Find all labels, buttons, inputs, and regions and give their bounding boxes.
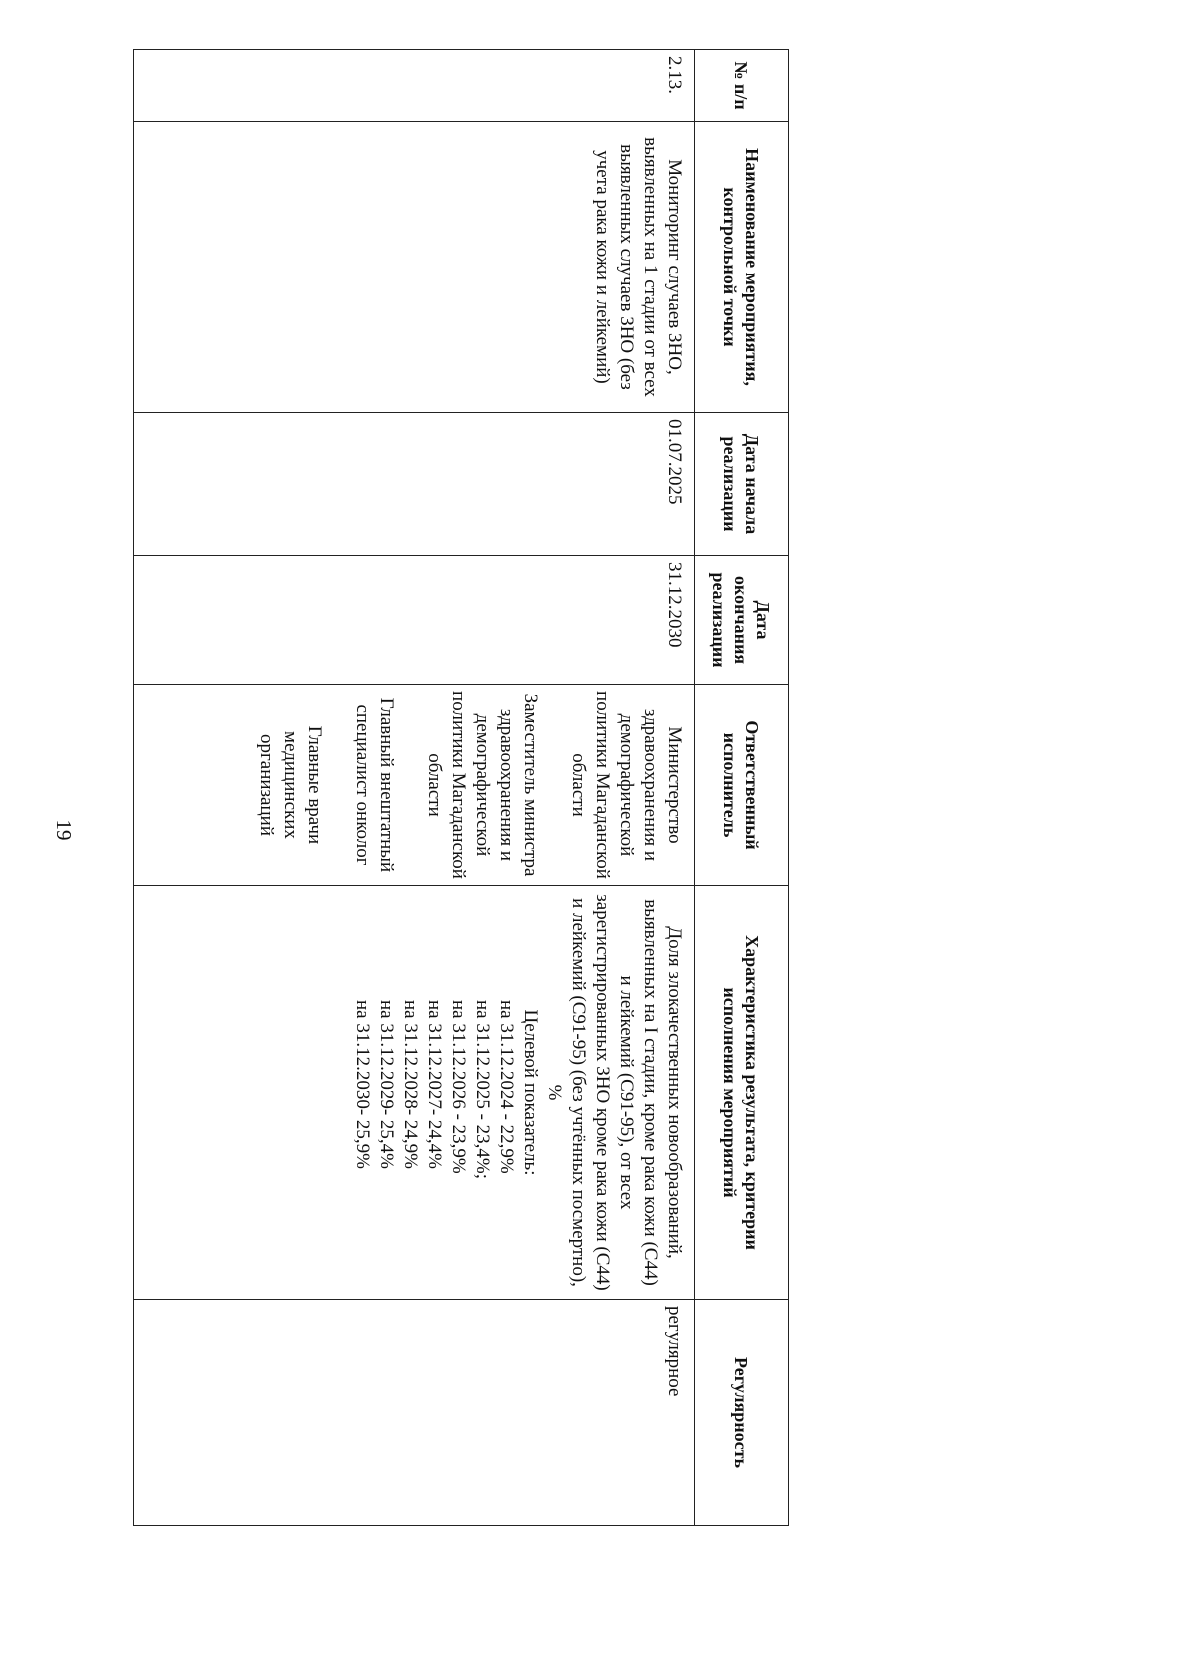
target-item: на 31.12.2024 - 22,9% (496, 1000, 517, 1174)
target-item: на 31.12.2027- 24,4% (424, 1000, 445, 1170)
row-responsible (134, 685, 695, 886)
result-description: Доля злокачественных новообразований, выявленных на I стадии, кроме рака кожи (С44) и лейкемий (С91-95), от всех зарегистрированных ЗНО кроме рака кожи (С44) и лейкемий (С91-95) (без учтённых посмертно), % (544, 894, 685, 1291)
header-number: № п/п (695, 50, 789, 122)
page-number: 19 (52, 819, 76, 841)
target-item: на 31.12.2030- 25,9% (352, 1000, 373, 1170)
row-name: Мониторинг случаев ЗНО, выявленных на 1 стадии от всех выявленных случаев ЗНО (без учета рака кожи и лейкемий) (134, 122, 695, 413)
header-name: Наименование мероприятия, контрольной точки (695, 122, 789, 413)
row-start-date: 01.07.2025 (134, 413, 695, 556)
responsible-chief-oncologist: Главный внештатный специалист онколог (352, 697, 397, 873)
table-header-row (695, 50, 789, 1526)
row-end-date: 31.12.2030 (134, 556, 695, 685)
rotated-table-container (133, 49, 789, 1525)
target-item: на 31.12.2028- 24,9% (400, 1000, 421, 1170)
target-title: Целевой показатель: (520, 1009, 541, 1176)
row-result (134, 886, 695, 1300)
header-responsible: Ответственный исполнитель (695, 685, 789, 886)
row-number: 2.13. (134, 50, 695, 122)
target-item: на 31.12.2026 - 23,9% (448, 1000, 469, 1174)
header-start-date: Дата начала реализации (695, 413, 789, 556)
responsible-ministry: Министерство здравоохранения и демографической политики Магаданской области (568, 691, 685, 879)
responsible-deputy-minister: Заместитель министра здравоохранения и демографической политики Магаданской области (424, 691, 541, 879)
target-list (350, 892, 518, 1293)
target-item: на 31.12.2025 - 23,4%; (472, 1000, 493, 1180)
header-regularity: Регулярность (695, 1300, 789, 1526)
activities-table (133, 49, 789, 1526)
header-end-date: Дата окончания реализации (695, 556, 789, 685)
row-regularity: регулярное (134, 1300, 695, 1526)
header-result: Характеристика результата, критерии исполнения мероприятий (695, 886, 789, 1300)
table-row (134, 50, 695, 1526)
responsible-chief-doctors: Главные врачи медицинских организаций (256, 725, 325, 845)
target-item: на 31.12.2029- 25,4% (376, 1000, 397, 1170)
